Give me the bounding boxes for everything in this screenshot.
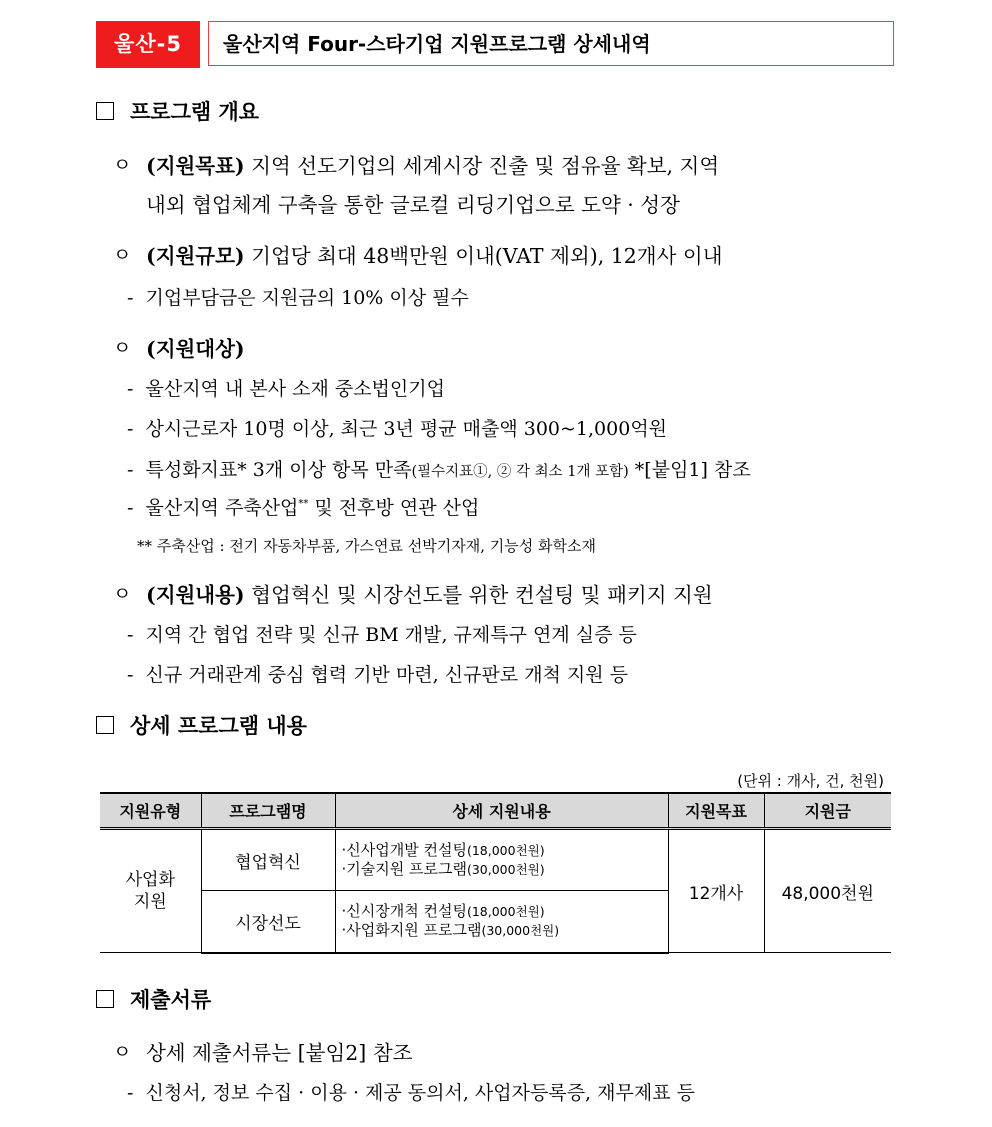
scale-line: (지원규모) 기업당 최대 48백만원 이내(VAT 제외), 12개사 이내 <box>146 244 723 268</box>
column-header: 상세 지원내용 <box>335 793 668 829</box>
program-name-cell: 시장선도 <box>201 891 335 953</box>
column-header: 지원목표 <box>668 793 764 829</box>
column-header: 프로그램명 <box>201 793 335 829</box>
circle-bullet-icon: ㅇ <box>113 154 132 176</box>
square-bullet-icon <box>96 716 114 734</box>
circle-bullet-icon: ㅇ <box>113 244 132 266</box>
target-item: - 상시근로자 10명 이상, 최근 3년 평균 매출액 300~1,000억원 <box>127 418 668 440</box>
target-label: (지원대상) <box>146 337 245 361</box>
circle-bullet-icon: ㅇ <box>113 1041 132 1063</box>
target-item: - 울산지역 내 본사 소재 중소법인기업 <box>127 378 445 400</box>
program-detail-cell: ·신시장개척 컨설팅(18,000천원) ·사업화지원 프로그램(30,000천원) <box>335 891 668 953</box>
page-title: 울산지역 Four-스타기업 지원프로그램 상세내역 <box>208 21 894 66</box>
circle-bullet-icon: ㅇ <box>113 337 132 359</box>
program-table <box>100 792 891 954</box>
table-row <box>100 829 891 891</box>
documents-line: 상세 제출서류는 [붙임2] 참조 <box>146 1041 413 1065</box>
section-heading-detail: 상세 프로그램 내용 <box>96 710 307 740</box>
table-header-row <box>100 793 891 829</box>
square-bullet-icon <box>96 990 114 1008</box>
goal-line-1: (지원목표) 지역 선도기업의 세계시장 진출 및 점유율 확보, 지역 <box>146 154 720 178</box>
goal-line-2: 내외 협업체계 구축을 통한 글로컬 리딩기업으로 도약 · 성장 <box>146 193 680 217</box>
support-type-cell: 사업화 지원 <box>100 829 201 953</box>
goal-cell: 12개사 <box>668 829 764 953</box>
section-heading-overview: 프로그램 개요 <box>96 96 259 126</box>
column-header: 지원유형 <box>100 793 201 829</box>
content-line: (지원내용) 협업혁신 및 시장선도를 위한 컨설팅 및 패키지 지원 <box>146 583 713 607</box>
document-header <box>96 21 896 68</box>
unit-note: (단위 : 개사, 건, 천원) <box>737 772 884 790</box>
content-item: - 신규 거래관계 중심 협력 기반 마련, 신규판로 개척 지원 등 <box>127 664 629 686</box>
content-item: - 지역 간 협업 전략 및 신규 BM 개발, 규제특구 연계 실증 등 <box>127 624 637 646</box>
program-detail-cell: ·신사업개발 컨설팅(18,000천원) ·기술지원 프로그램(30,000천원) <box>335 829 668 891</box>
column-header: 지원금 <box>764 793 891 829</box>
region-tag: 울산-5 <box>96 21 200 68</box>
amount-cell: 48,000천원 <box>764 829 891 953</box>
documents-sub: - 신청서, 정보 수집 · 이용 · 제공 동의서, 사업자등록증, 재무제표 등 <box>127 1082 695 1104</box>
scale-sub: - 기업부담금은 지원금의 10% 이상 필수 <box>127 287 469 309</box>
circle-bullet-icon: ㅇ <box>113 583 132 605</box>
target-item: - 특성화지표* 3개 이상 항목 만족(필수지표①, ② 각 최소 1개 포함) *[붙임1] 참조 <box>127 459 751 481</box>
section-heading-documents: 제출서류 <box>96 984 211 1014</box>
square-bullet-icon <box>96 102 114 120</box>
target-note: ** 주축산업 : 전기 자동차부품, 가스연료 선박기자재, 기능성 화학소재 <box>137 537 596 555</box>
program-name-cell: 협업혁신 <box>201 829 335 891</box>
target-item: - 울산지역 주축산업** 및 전후방 연관 산업 <box>127 497 480 519</box>
